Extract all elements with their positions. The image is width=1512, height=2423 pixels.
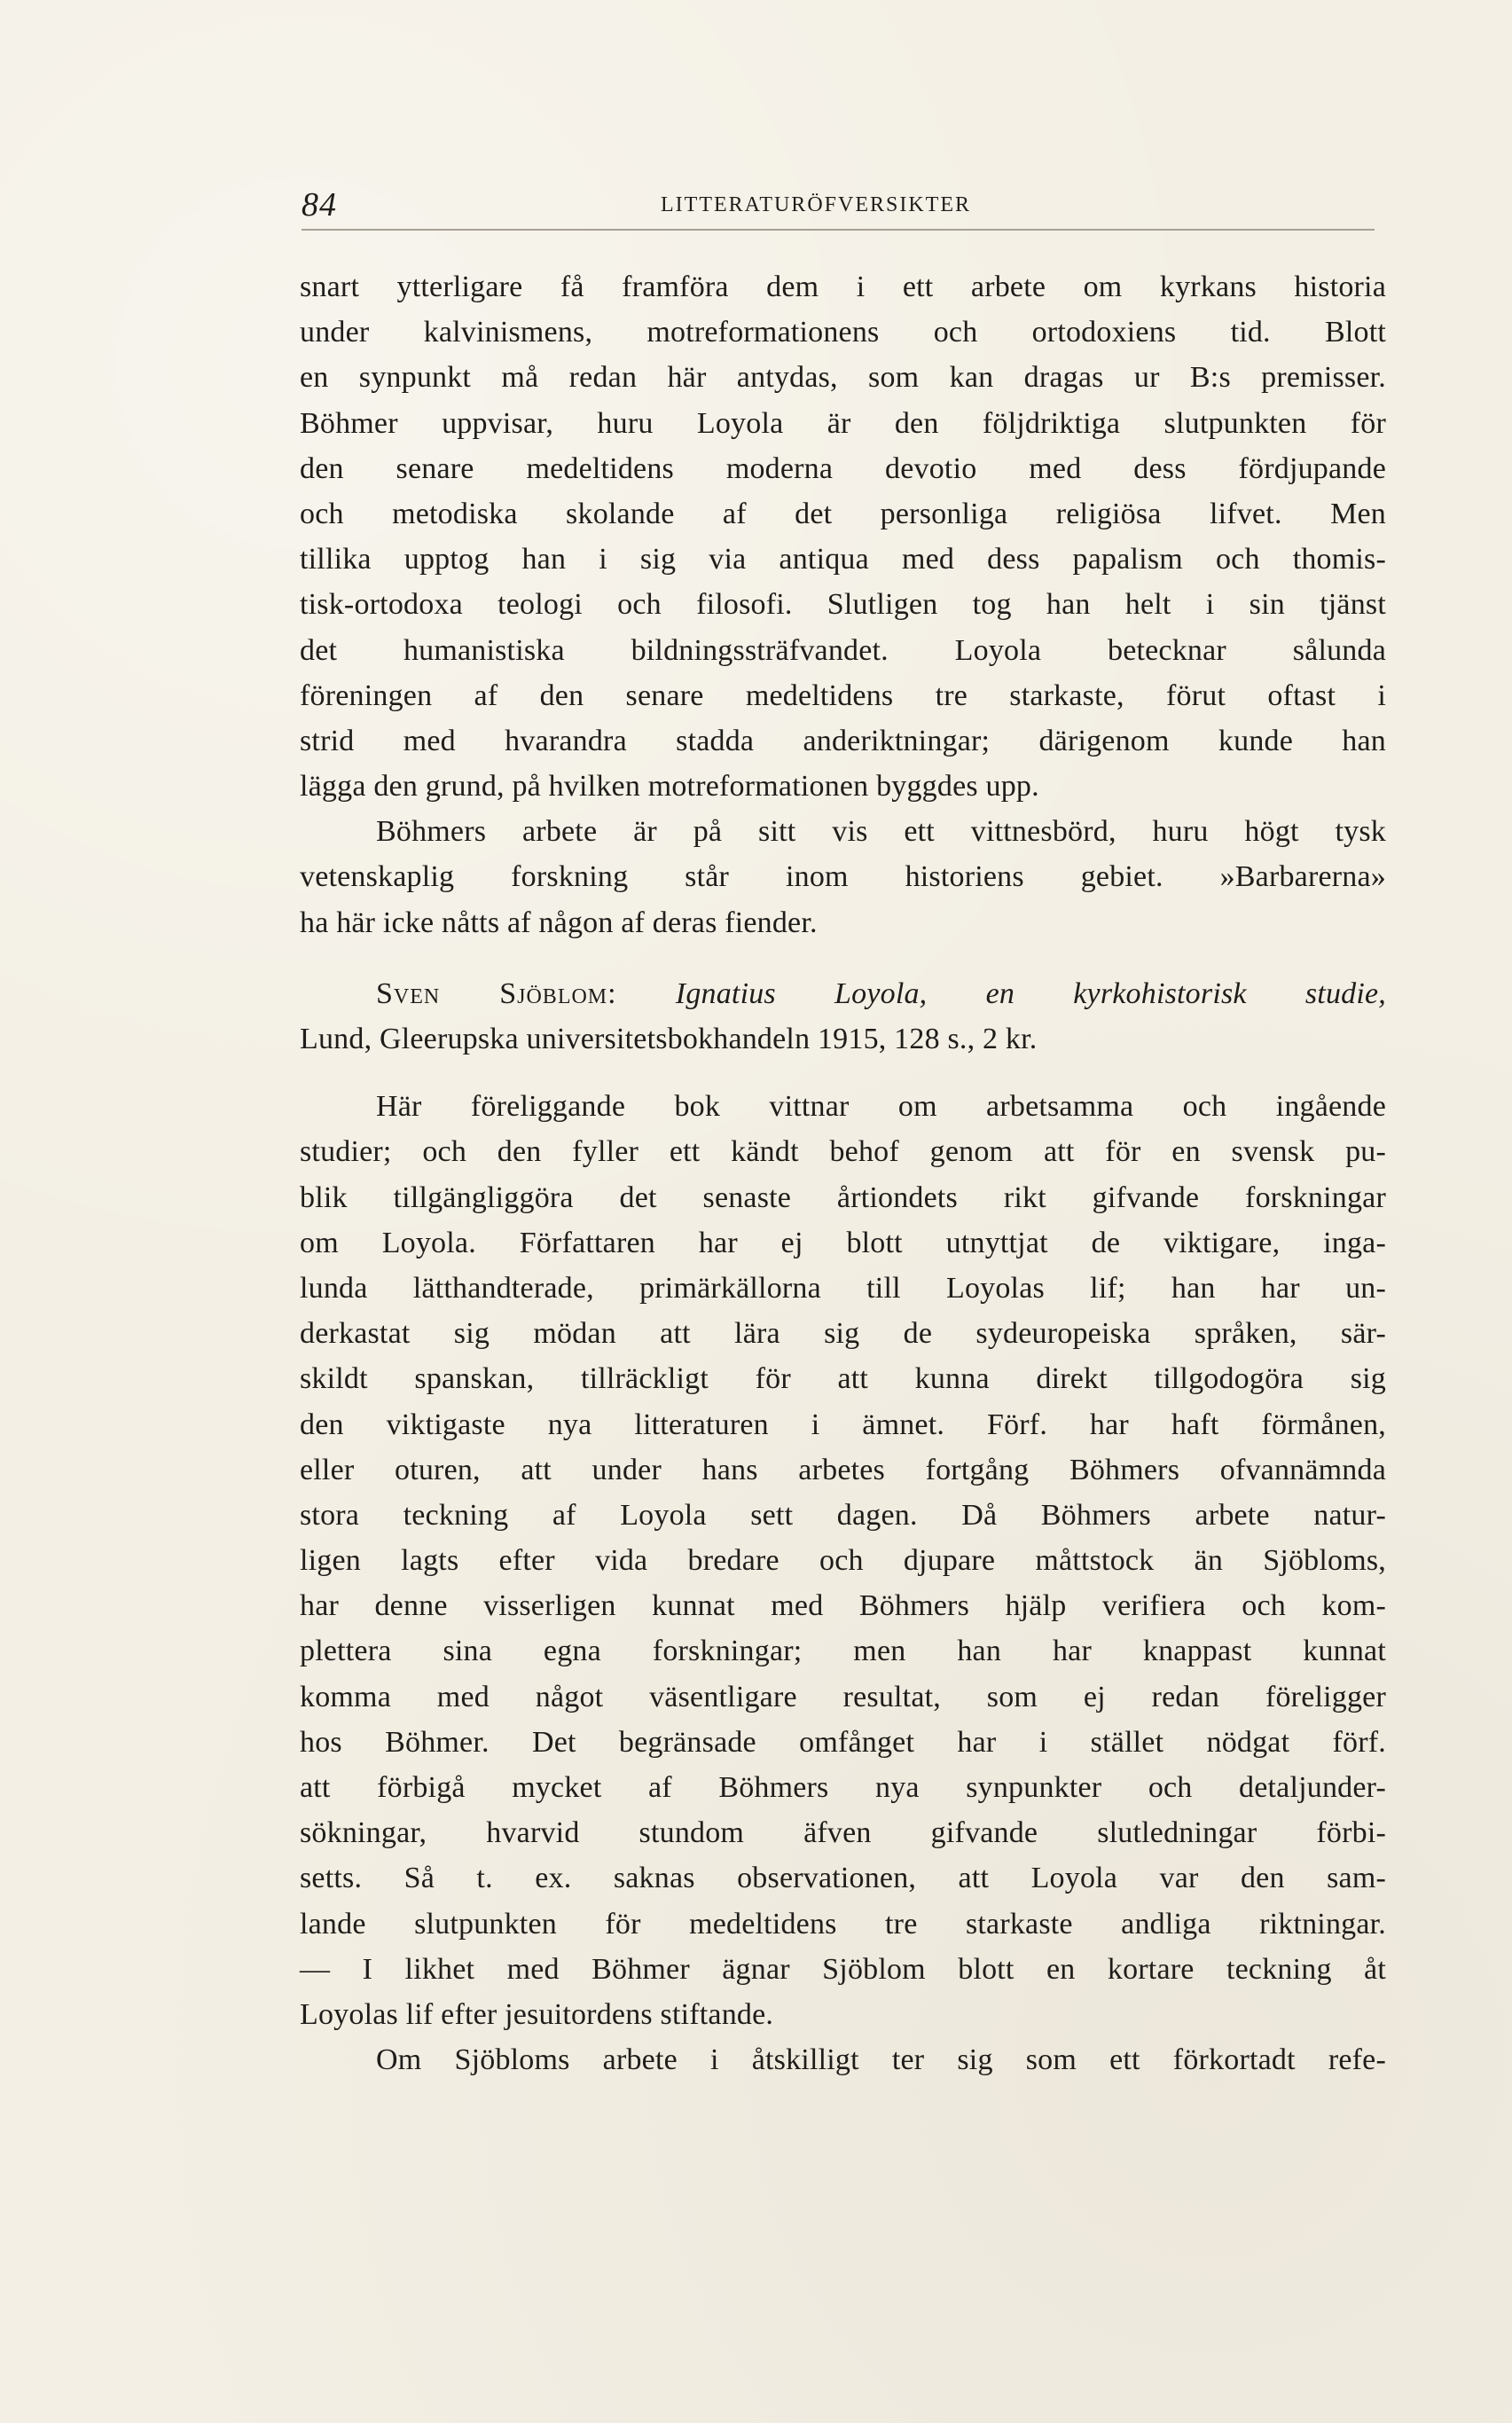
text-line: blik tillgängliggöra det senaste årtiondets rikt gifvande forskningar xyxy=(300,1180,1386,1214)
text-line: att förbigå mycket af Böhmers nya synpunkter och detaljunder- xyxy=(300,1771,1386,1804)
text-line: skildt spanskan, tillräckligt för att kunna direkt tillgodogöra sig xyxy=(300,1362,1386,1396)
citation-line xyxy=(300,971,1386,1016)
text-line: stora teckning af Loyola sett dagen. Då Böhmers arbete natur- xyxy=(300,1498,1386,1532)
text-line: tillika upptog han i sig via antiqua med dess papalism och thomis- xyxy=(300,543,1386,576)
citation-author: Sven Sjöblom: xyxy=(376,976,617,1010)
text-line: Loyolas lif efter jesuitordens stiftande. xyxy=(300,1997,774,2031)
header-rule xyxy=(302,229,1375,231)
text-line: derkastat sig mödan att lära sig de sydeuropeiska språken, sär- xyxy=(300,1317,1386,1351)
text-line: lunda lätthandterade, primärkällorna till Loyolas lif; han har un- xyxy=(300,1271,1386,1305)
text-line: sökningar, hvarvid stundom äfven gifvande slutledningar förbi- xyxy=(300,1816,1386,1850)
text-line: har denne visserligen kunnat med Böhmers hjälp verifiera och kom- xyxy=(300,1589,1386,1623)
text-line: och metodiska skolande af det personliga religiösa lifvet. Men xyxy=(300,497,1386,530)
section-spacer xyxy=(300,945,1386,971)
text-line: studier; och den fyller ett kändt behof genom att för en svensk pu- xyxy=(300,1135,1386,1169)
text-line: strid med hvarandra stadda anderiktningar; därigenom kunde han xyxy=(300,724,1386,757)
text-line: den viktigaste nya litteraturen i ämnet. Förf. har haft förmånen, xyxy=(300,1408,1386,1441)
text-line: setts. Så t. ex. saknas observationen, att Loyola var den sam- xyxy=(300,1862,1386,1895)
text-line: ligen lagts efter vida bredare och djupare måttstock än Sjöbloms, xyxy=(300,1544,1386,1578)
text-line: snart ytterligare få framföra dem i ett arbete om kyrkans historia xyxy=(300,271,1386,303)
text-line: Böhmers arbete är på sitt vis ett vittnesbörd, huru högt tysk xyxy=(376,815,1386,849)
text-line: föreningen af den senare medeltidens tre starkaste, förut oftast i xyxy=(300,678,1386,712)
text-line: den senare medeltidens moderna devotio med dess fördjupande xyxy=(300,451,1386,485)
page-header xyxy=(302,187,1375,223)
text-line: lägga den grund, på hvilken motreformationen byggdes upp. xyxy=(300,770,1039,804)
text-line: vetenskaplig forskning står inom historiens gebiet. »Barbarerna» xyxy=(300,860,1386,894)
page-number: 84 xyxy=(302,186,337,223)
text-line: Böhmer uppvisar, huru Loyola är den följdriktiga slutpunkten för xyxy=(300,406,1386,440)
text-line: om Loyola. Författaren har ej blott utnyttjat de viktigare, inga- xyxy=(300,1226,1386,1259)
text-line: Här föreliggande bok vittnar om arbetsamma och ingående xyxy=(376,1090,1386,1124)
text-line: komma med något väsentligare resultat, som ej redan föreligger xyxy=(300,1680,1386,1713)
section-spacer xyxy=(300,1062,1386,1084)
citation-publisher: Lund, Gleerupska universitetsbokhandeln 1915, 128 s., 2 kr. xyxy=(300,1023,1038,1055)
paragraph-1 xyxy=(300,264,1386,809)
paragraph-4 xyxy=(300,2037,1386,2082)
body-text xyxy=(300,264,1386,2082)
text-line: det humanistiska bildningssträfvandet. Loyola betecknar sålunda xyxy=(300,633,1386,667)
citation-title: Ignatius Loyola, en kyrkohistorisk studie, xyxy=(675,976,1386,1010)
text-line: hos Böhmer. Det begränsade omfånget har i stället nödgat förf. xyxy=(300,1725,1386,1759)
text-line: under kalvinismens, motreformationens och ortodoxiens tid. Blott xyxy=(300,316,1386,349)
text-line: ha här icke nåtts af någon af deras fiender. xyxy=(300,906,818,939)
text-line: en synpunkt må redan här antydas, som kan dragas ur B:s premisser. xyxy=(300,361,1386,395)
text-line: — I likhet med Böhmer ägnar Sjöblom blott en kortare teckning åt xyxy=(300,1952,1386,1986)
paragraph-2 xyxy=(300,809,1386,945)
text-line: eller oturen, att under hans arbetes fortgång Böhmers ofvannämnda xyxy=(300,1453,1386,1486)
paragraph-3 xyxy=(300,1084,1386,2037)
text-line: Om Sjöbloms arbete i åtskilligt ter sig som ett förkortadt refe- xyxy=(376,2043,1386,2077)
text-line: lande slutpunkten för medeltidens tre starkaste andliga riktningar. xyxy=(300,1907,1386,1941)
citation xyxy=(300,971,1386,1062)
text-line: plettera sina egna forskningar; men han har knappast kunnat xyxy=(300,1635,1386,1668)
running-head: LITTERATURÖFVERSIKTER xyxy=(661,193,971,216)
text-line: tisk-ortodoxa teologi och filosofi. Slutligen tog han helt i sin tjänst xyxy=(300,588,1386,622)
